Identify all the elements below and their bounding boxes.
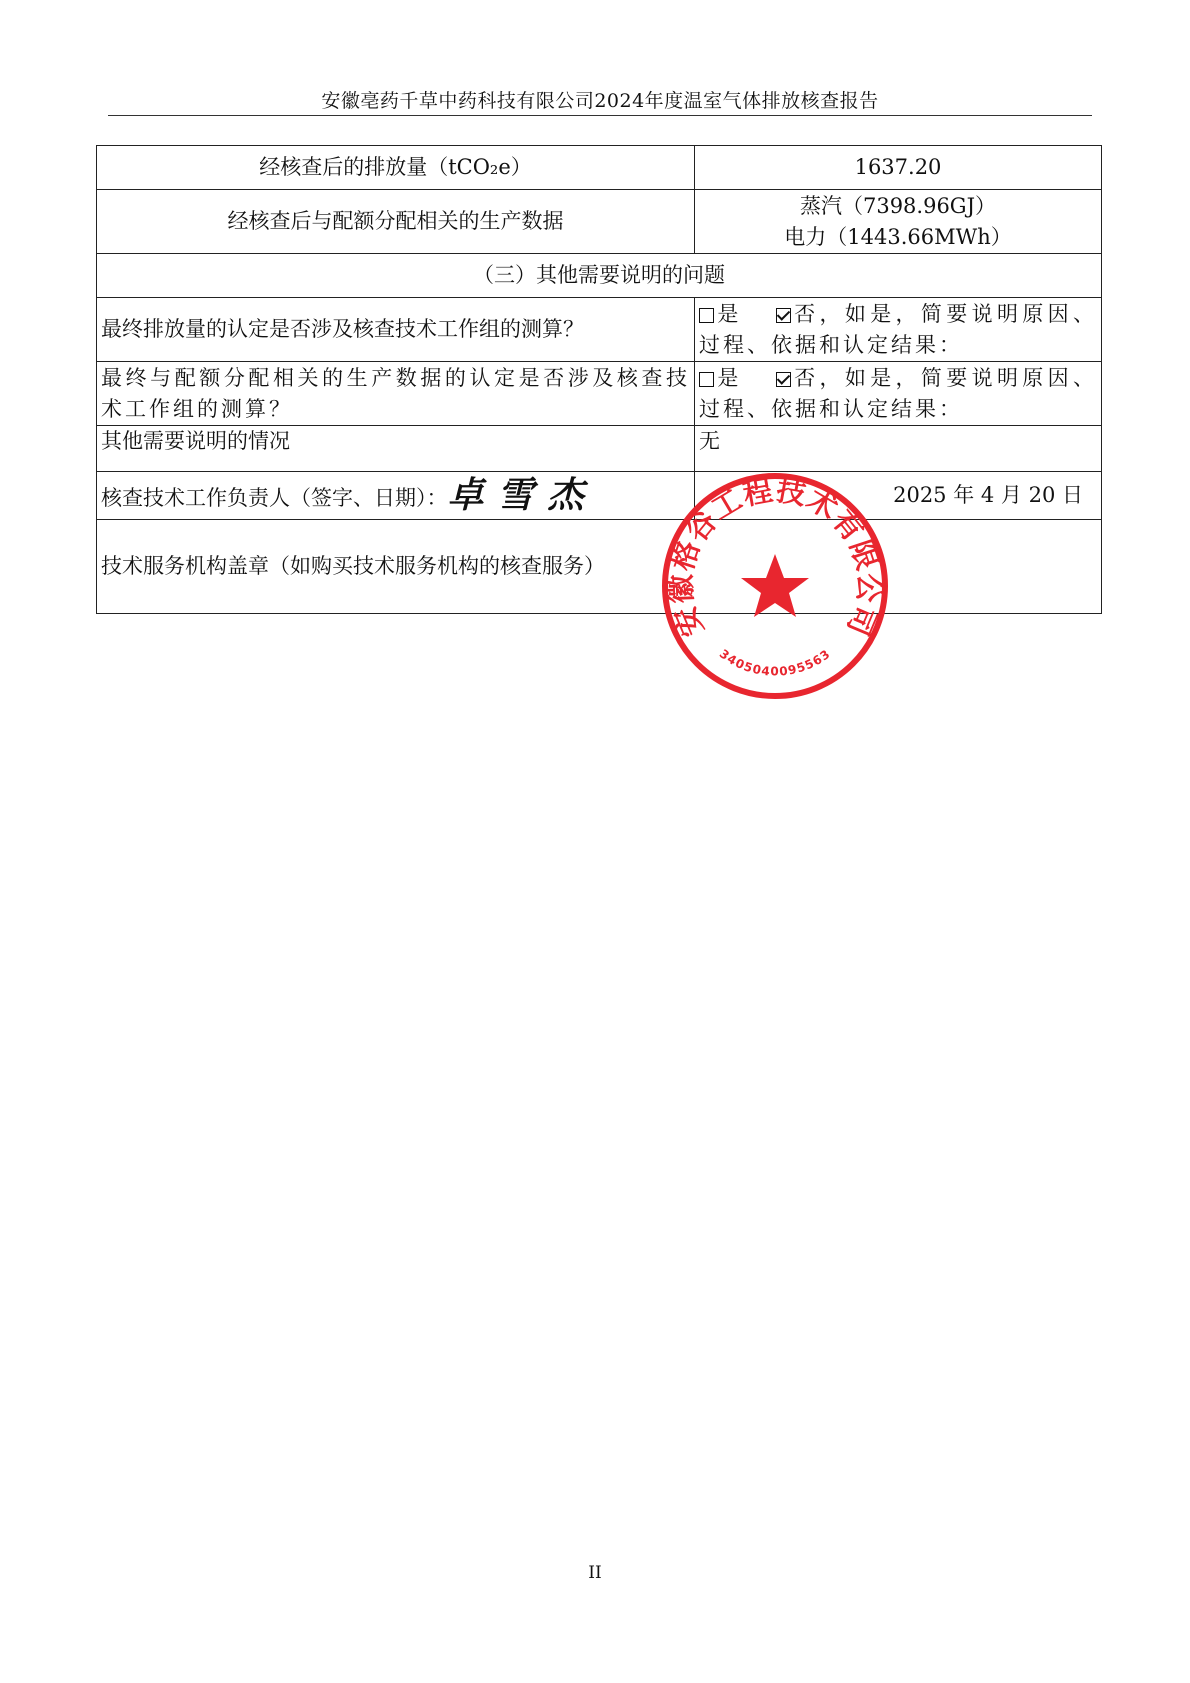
section-title: （三）其他需要说明的问题 xyxy=(97,254,1102,298)
report-header: 安徽亳药千草中药科技有限公司2024年度温室气体排放核查报告 xyxy=(321,90,879,112)
answer-1 xyxy=(695,298,1102,362)
signature-label: 核查技术工作负责人（签字、日期）： xyxy=(101,485,448,510)
question-row-2 xyxy=(97,362,1102,426)
seal-star-icon xyxy=(741,554,809,617)
seal-label: 技术服务机构盖章（如购买技术服务机构的核查服务） xyxy=(97,520,1102,614)
signature-label-cell xyxy=(97,472,695,520)
production-data-label: 经核查后与配额分配相关的生产数据 xyxy=(97,190,695,254)
question-1: 最终排放量的认定是否涉及核查技术工作组的测算？ xyxy=(97,298,695,362)
production-data-row xyxy=(97,190,1102,254)
no-checkbox-2[interactable] xyxy=(776,372,791,387)
production-data-value xyxy=(695,190,1102,254)
seal-row xyxy=(97,520,1102,614)
yes-label-2: 是 xyxy=(716,365,743,390)
section-row xyxy=(97,254,1102,298)
seal-name-text: 安徽格谷工程技术有限公司 xyxy=(663,472,887,642)
no-label-1: 否，如是，简要说明原因、过程、依据和认定结果： xyxy=(699,301,1098,357)
question-row-1 xyxy=(97,298,1102,362)
question-2: 最终与配额分配相关的生产数据的认定是否涉及核查技术工作组的测算？ xyxy=(97,362,695,426)
other-label: 其他需要说明的情况 xyxy=(97,426,695,472)
other-value: 无 xyxy=(695,426,1102,472)
emission-value: 1637.20 xyxy=(695,146,1102,190)
steam-value: 蒸汽（7398.96GJ） xyxy=(799,193,997,218)
verification-table xyxy=(96,145,1102,614)
signature-row xyxy=(97,472,1102,520)
yes-checkbox-2[interactable] xyxy=(699,372,714,387)
other-row xyxy=(97,426,1102,472)
no-label-2: 否，如是，简要说明原因、过程、依据和认定结果： xyxy=(699,365,1098,421)
page-number: II xyxy=(588,1563,602,1583)
yes-label-1: 是 xyxy=(716,301,743,326)
emission-row xyxy=(97,146,1102,190)
answer-2 xyxy=(695,362,1102,426)
company-seal xyxy=(655,466,895,706)
seal-code-text: 3405040095563 xyxy=(716,646,834,679)
emission-label: 经核查后的排放量（tCO₂e） xyxy=(97,146,695,190)
no-checkbox-1[interactable] xyxy=(776,308,791,323)
signature-date: 2025 年 4 月 20 日 xyxy=(695,472,1102,520)
header-divider xyxy=(108,115,1092,116)
electricity-value: 电力（1443.66MWh） xyxy=(784,224,1012,249)
handwritten-signature: 卓雪杰 xyxy=(447,473,598,516)
yes-checkbox-1[interactable] xyxy=(699,308,714,323)
